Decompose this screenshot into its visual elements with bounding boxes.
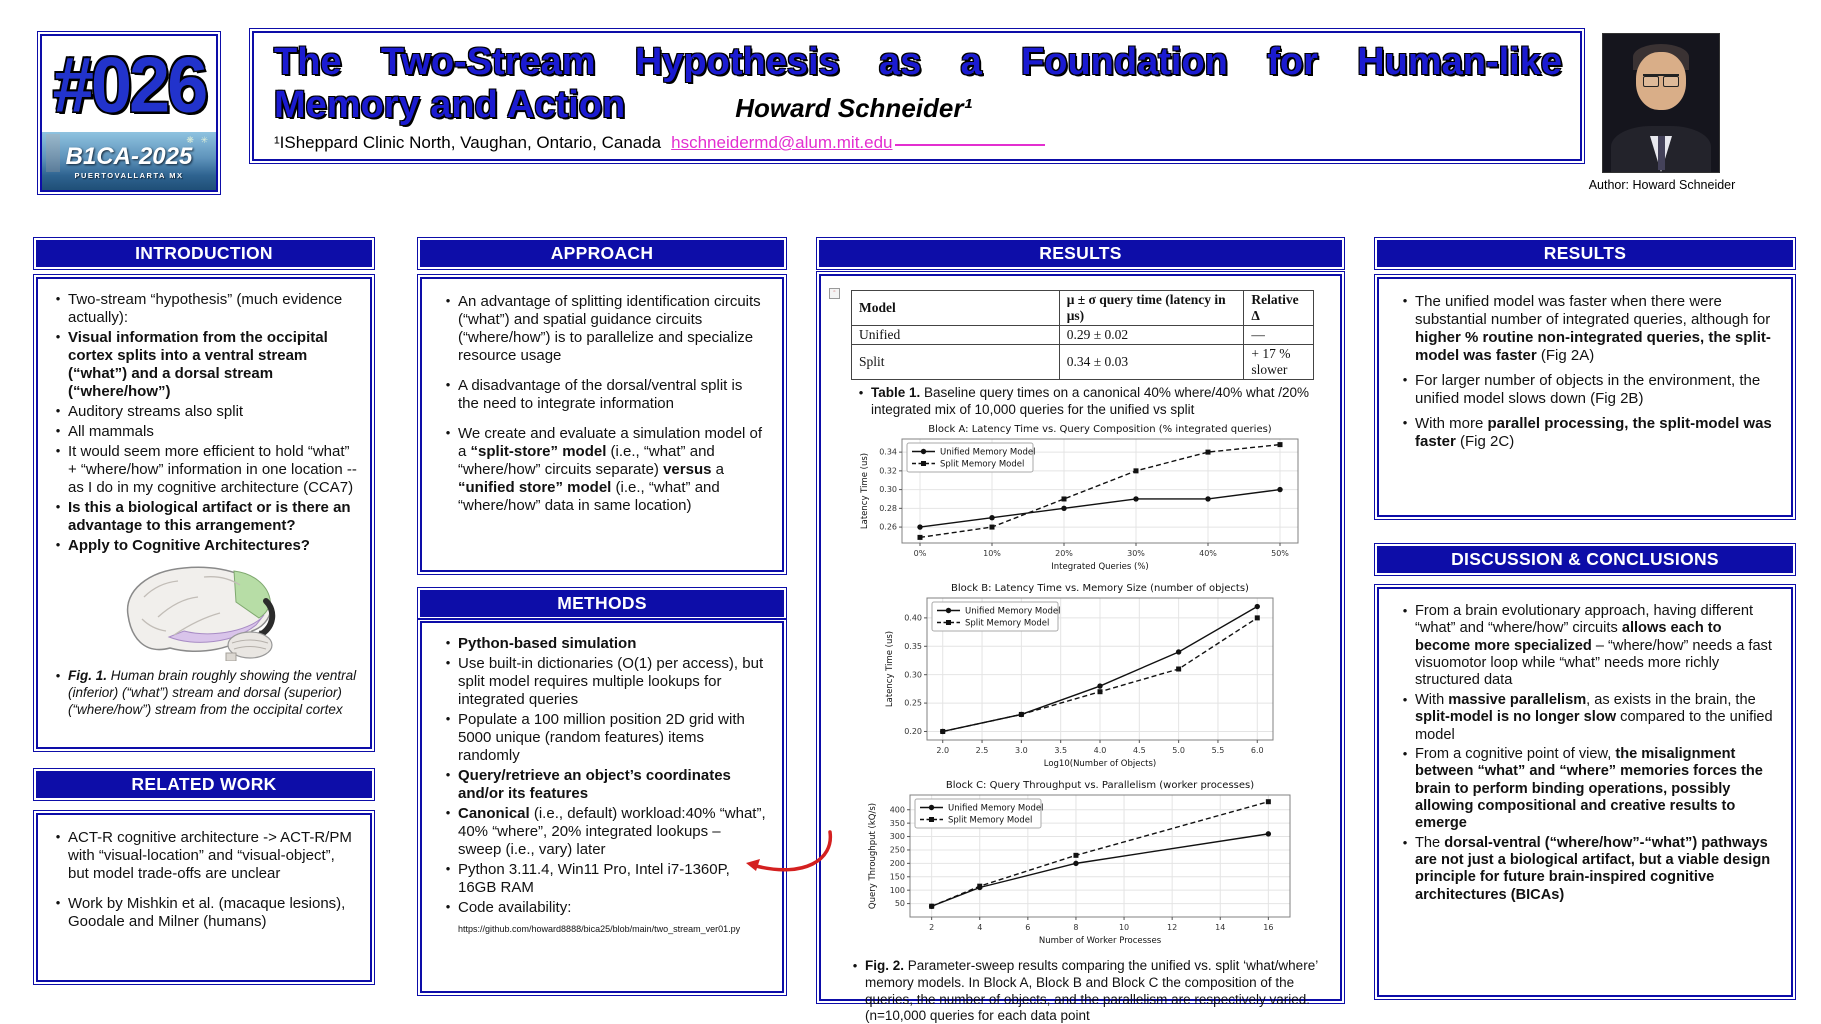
bullet-item: • The dorsal-ventral (“where/how”-“what”) pathways are not just a biological artifact, but a viable design principle for future brain-inspired cognitive architectures (BICAs): [1402, 834, 1771, 903]
bullet-item: • Work by Mishkin et al. (macaque lesions), Goodale and Milner (humans): [55, 895, 346, 930]
svg-text:6: 6: [1024, 922, 1030, 932]
block-b-chart: [843, 580, 1320, 775]
bullet-item: • Query/retrieve an object’s coordinates and/or its features: [445, 767, 731, 802]
bullet-item: • An advantage of splitting identification circuits (“what”) and spatial guidance circuits (“where/how”) is to parallelize and specialize resource usage: [445, 293, 761, 364]
svg-text:Number of Worker Processes: Number of Worker Processes: [1038, 935, 1161, 946]
bullet-item: • Auditory streams also split: [55, 403, 244, 420]
brain-figure: [48, 557, 360, 666]
bullet-item: • Python-based simulation: [445, 635, 637, 652]
section-header-introduction: INTRODUCTION: [36, 240, 372, 267]
bullet-item: • Canonical (i.e., default) workload:40% “what”, 40% “where”, 20% integrated lookups – sweep (i.e., vary) later: [445, 805, 766, 858]
section-header-related-work: RELATED WORK: [36, 771, 372, 798]
author-photo: [1602, 33, 1720, 173]
svg-text:2.0: 2.0: [935, 745, 949, 755]
svg-text:0.20: 0.20: [903, 726, 922, 736]
poster-title-line2: Memory and Action: [274, 83, 626, 126]
svg-text:50%: 50%: [1270, 548, 1289, 558]
bullet-item: • Fig. 2. Parameter-sweep results comparing the unified vs. split ‘what/where’ memory models. In Block A, Block B and Block C the composition of the queries, the number of objects, and the parallelism are respectively varied. (n=10,000 queries for each data point: [852, 957, 1318, 1024]
author-name: Howard Schneider¹: [735, 92, 973, 123]
section-header-results-right: RESULTS: [1377, 240, 1793, 267]
svg-text:400: 400: [889, 805, 905, 815]
svg-text:Block C: Query Throughput vs.: Block C: Query Throughput vs. Parallelism (worker processes): [945, 779, 1254, 791]
svg-text:0%: 0%: [913, 548, 926, 558]
methods-box: [420, 621, 784, 993]
svg-text:300: 300: [889, 831, 905, 841]
svg-text:0.28: 0.28: [878, 503, 897, 513]
bullet-item: • From a cognitive point of view, the misalignment between “what” and “where” memories forces the brain to perform binding operations, possibly allowing compositional and creative results to emerge: [1402, 745, 1763, 832]
bullet-item: • With massive parallelism, as exists in the brain, the split-model is no longer slow compared to the unified model: [1402, 691, 1773, 743]
table-row: [852, 345, 1314, 380]
related-work-bullets: [48, 829, 360, 931]
methods-bullets: [438, 635, 770, 937]
broken-image-placeholder-icon: ▫: [829, 288, 840, 299]
svg-text:2: 2: [928, 922, 934, 932]
svg-text:Split Memory Model: Split Memory Model: [939, 459, 1024, 470]
discussion-bullets: [1395, 603, 1779, 904]
table-row: [852, 326, 1314, 345]
svg-text:Log10(Number of Objects): Log10(Number of Objects): [1043, 758, 1156, 769]
svg-text:Unified Memory Model: Unified Memory Model: [939, 447, 1035, 458]
table-cell: —: [1244, 326, 1313, 345]
table-cell: 0.34 ± 0.03: [1059, 345, 1244, 380]
poster-title-line1: The Two-Stream Hypothesis as a Foundation for Human-like: [274, 41, 1562, 83]
table-cell: Split: [852, 345, 1060, 380]
svg-text:200: 200: [889, 858, 905, 868]
baseline-query-table: [851, 290, 1314, 380]
svg-text:8: 8: [1072, 922, 1078, 932]
svg-text:100: 100: [889, 885, 905, 895]
discussion-box: [1377, 587, 1793, 997]
table-cell: Unified: [852, 326, 1060, 345]
hotel-building-graphic: [46, 134, 60, 172]
table-header-cell: μ ± σ query time (latency in μs): [1059, 291, 1244, 326]
svg-text:Query Throughput (kQ/s): Query Throughput (kQ/s): [867, 802, 878, 909]
table1-caption: [851, 385, 1320, 419]
introduction-bullets: [48, 291, 360, 555]
bica-conference-logo: [42, 132, 216, 190]
bullet-item: • Populate a 100 million position 2D grid with 5000 unique (random features) items randomly: [445, 711, 745, 764]
svg-text:Block B: Latency Time vs. Memo: Block B: Latency Time vs. Memory Size (number of objects): [950, 582, 1249, 594]
bullet-item: • Visual information from the occipital cortex splits into a ventral stream (“what”) and a dorsal stream (“where/how”): [55, 329, 328, 400]
svg-text:40%: 40%: [1198, 548, 1217, 558]
brain-figure-svg: [114, 557, 294, 661]
svg-text:10%: 10%: [982, 548, 1001, 558]
bullet-item: • A disadvantage of the dorsal/ventral split is the need to integrate information: [445, 377, 743, 412]
table-cell: + 17 % slower: [1244, 345, 1313, 380]
svg-text:350: 350: [889, 818, 905, 828]
svg-text:150: 150: [889, 872, 905, 882]
poster-number: #026: [52, 40, 206, 128]
bullet-item: https://github.com/howard8888/bica25/blob/main/two_stream_ver01.py: [458, 924, 741, 934]
bullet-item: • Is this a biological artifact or is there an advantage to this arrangement?: [55, 499, 351, 534]
svg-text:Unified Memory Model: Unified Memory Model: [964, 606, 1060, 617]
svg-text:0.32: 0.32: [878, 466, 897, 476]
results-right-bullets: [1395, 293, 1777, 451]
results-right-box: [1377, 277, 1793, 517]
figure2-caption: [845, 958, 1320, 1024]
section-header-results-center: RESULTS: [819, 240, 1342, 267]
conference-name: B1CA-2025: [65, 142, 193, 170]
svg-text:Latency Time (us): Latency Time (us): [884, 630, 895, 707]
svg-text:16: 16: [1262, 922, 1273, 932]
svg-text:4.5: 4.5: [1132, 745, 1146, 755]
block-b-chart-svg: [881, 580, 1283, 770]
svg-text:5.0: 5.0: [1171, 745, 1185, 755]
svg-text:0.35: 0.35: [903, 641, 922, 651]
approach-box: [420, 277, 784, 572]
section-header-discussion: DISCUSSION & CONCLUSIONS: [1377, 546, 1793, 573]
table-cell: 0.29 ± 0.02: [1059, 326, 1244, 345]
introduction-box: [36, 277, 372, 749]
svg-text:3.5: 3.5: [1053, 745, 1067, 755]
bullet-item: • For larger number of objects in the environment, the unified model slows down (Fig 2B): [1402, 372, 1761, 407]
svg-text:0.34: 0.34: [878, 447, 897, 457]
photo-tie: [1658, 136, 1665, 170]
svg-text:12: 12: [1166, 922, 1177, 932]
related-work-box: [36, 813, 372, 982]
svg-text:4.0: 4.0: [1093, 745, 1106, 755]
section-header-methods: METHODS: [420, 590, 784, 617]
svg-text:Split Memory Model: Split Memory Model: [947, 815, 1032, 826]
svg-text:Block A: Latency Time vs. Quer: Block A: Latency Time vs. Query Composition (% integrated queries): [927, 423, 1272, 435]
svg-text:50: 50: [894, 898, 905, 908]
bullet-item: • Code availability:: [445, 899, 572, 916]
bullet-item: • Two-stream “hypothesis” (much evidence actually):: [55, 291, 343, 326]
svg-text:14: 14: [1214, 922, 1225, 932]
figure1-caption: [48, 668, 360, 719]
svg-text:Latency Time (us): Latency Time (us): [859, 452, 870, 529]
bullet-item: • The unified model was faster when there were substantial number of integrated queries, although for higher % routine non-integrated queries, the split-model was faster (Fig 2A): [1402, 293, 1771, 364]
bullet-item: • Apply to Cognitive Architectures?: [55, 537, 310, 554]
svg-text:0.26: 0.26: [878, 522, 897, 532]
section-header-approach: APPROACH: [420, 240, 784, 267]
conference-location: PUERTOVALLARTA MX: [74, 170, 184, 180]
svg-text:0.40: 0.40: [903, 613, 922, 623]
svg-text:3.0: 3.0: [1014, 745, 1028, 755]
bullet-item: • From a brain evolutionary approach, having different “what” and “where/how” circuits allows each to become more specialized – “where/how” needs a fast visuomotor loop while “what” needs more richly structured data: [1402, 603, 1772, 689]
bullet-item: • It would seem more efficient to hold “what” + “where/how” information in one location --as I do in my cognitive architecture (CCA7): [55, 443, 357, 496]
bullet-item: • Table 1. Baseline query times on a canonical 40% where/40% what /20% integrated mix of 10,000 queries for the unified vs split: [858, 385, 1310, 417]
svg-text:Split Memory Model: Split Memory Model: [964, 618, 1049, 629]
bullet-item: • All mammals: [55, 423, 154, 440]
sponsor-logos-icon: ❋ ✳: [186, 135, 210, 145]
block-c-chart-svg: [864, 777, 1300, 947]
affiliation: ¹ISheppard Clinic North, Vaughan, Ontario, Canada: [274, 133, 662, 152]
svg-text:30%: 30%: [1126, 548, 1145, 558]
poster-number-box: [40, 34, 218, 192]
block-a-chart: [843, 421, 1320, 578]
svg-text:2.5: 2.5: [975, 745, 988, 755]
svg-text:Integrated Queries (%): Integrated Queries (%): [1050, 561, 1149, 572]
approach-bullets: [438, 293, 768, 515]
svg-text:4: 4: [976, 922, 982, 932]
svg-text:0.30: 0.30: [878, 484, 897, 494]
table-header-cell: Relative Δ: [1244, 291, 1313, 326]
svg-text:0.25: 0.25: [903, 698, 922, 708]
svg-text:5.5: 5.5: [1211, 745, 1224, 755]
bullet-item: • We create and evaluate a simulation model of a “split-store” model (i.e., “what” and “where/how” circuits separate) versus a “unified store” model (i.e., “what” and “where/how” data in same location): [445, 425, 763, 514]
results-center-box: [819, 274, 1342, 1024]
red-arrow-annotation: [742, 826, 838, 884]
bullet-item: • Use built-in dictionaries (O(1) per access), but split model requires multiple lookups for integrated queries: [445, 655, 764, 708]
underline-rule: [895, 144, 1045, 146]
block-c-chart: [843, 777, 1320, 952]
photo-caption: Author: Howard Schneider: [1588, 178, 1736, 192]
svg-text:10: 10: [1118, 922, 1129, 932]
email-link[interactable]: hschneidermd@alum.mit.edu: [671, 133, 893, 152]
bullet-item: • Python 3.11.4, Win11 Pro, Intel i7-1360P, 16GB RAM: [445, 861, 730, 896]
svg-text:20%: 20%: [1054, 548, 1073, 558]
title-box: [252, 31, 1582, 161]
bullet-item: • ACT-R cognitive architecture -> ACT-R/PM with “visual-location” and “visual-object”, but model trade-offs are unclear: [55, 829, 352, 882]
svg-text:0.30: 0.30: [903, 670, 922, 680]
bullet-item: • With more parallel processing, the split-model was faster (Fig 2C): [1402, 415, 1772, 450]
table-header-cell: Model: [852, 291, 1060, 326]
svg-text:Unified Memory Model: Unified Memory Model: [947, 803, 1043, 814]
photo-glasses: [1643, 74, 1679, 86]
svg-text:6.0: 6.0: [1250, 745, 1264, 755]
svg-text:250: 250: [889, 845, 905, 855]
block-a-chart-svg: [856, 421, 1308, 573]
bullet-item: • Fig. 1. Human brain roughly showing the ventral (inferior) (“what”) stream and dorsal (superior) (“where/how”) stream from the occipital cortex: [55, 668, 357, 717]
